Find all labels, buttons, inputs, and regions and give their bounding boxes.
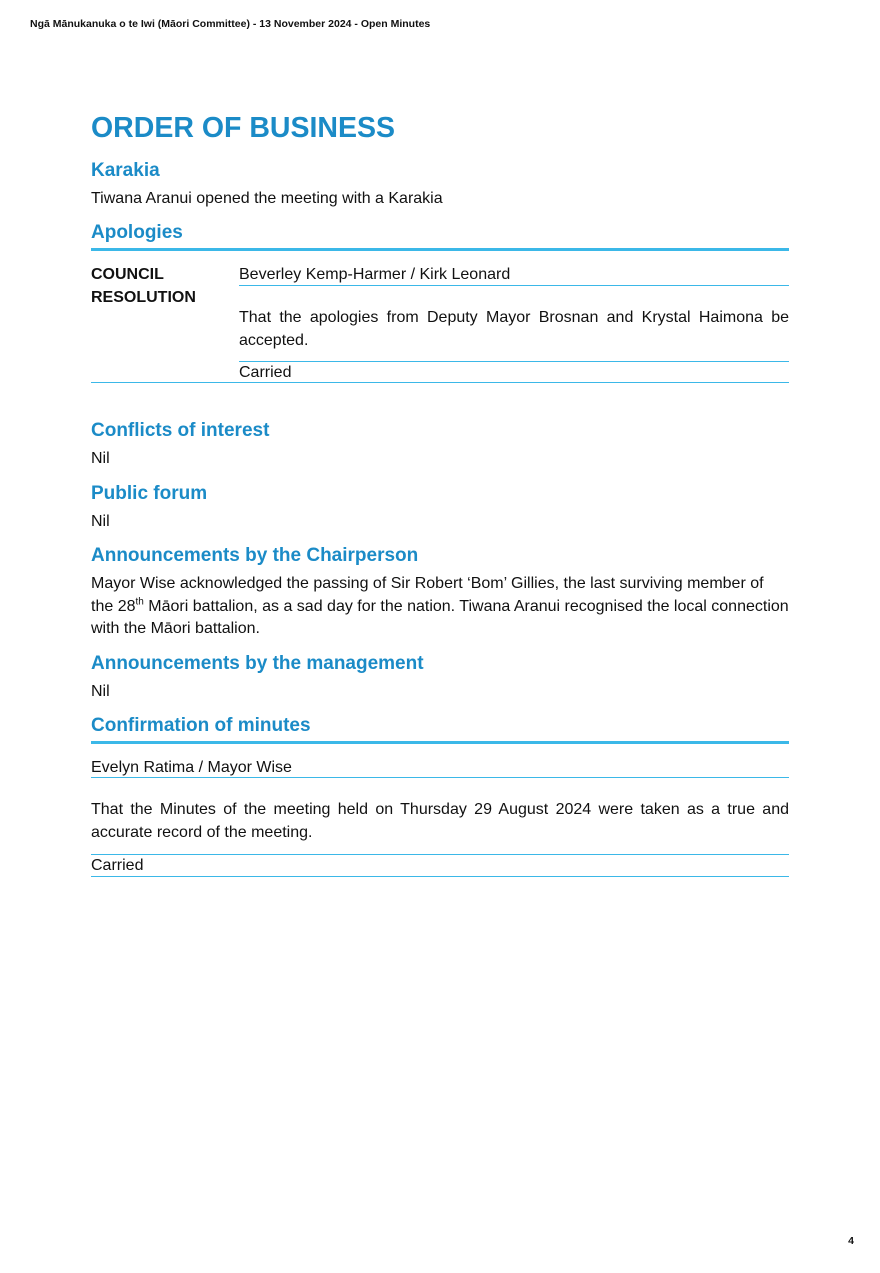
karakia-heading: Karakia [91, 160, 160, 181]
apologies-rule [91, 248, 789, 251]
management-announcements-text: Nil [91, 683, 110, 700]
ordinal-superscript: th [135, 596, 144, 608]
confirmation-heading: Confirmation of minutes [91, 715, 311, 736]
chair-text-before: Mayor Wise acknowledged the passing of Sir Robert ‘Bom’ Gillies, the last surviving member of the 28 [91, 575, 764, 615]
apologies-outcome: Carried [239, 364, 292, 381]
resolution-label: COUNCIL RESOLUTION [91, 266, 196, 306]
confirmation-rule [91, 741, 789, 744]
conflicts-heading: Conflicts of interest [91, 420, 270, 441]
public-forum-text: Nil [91, 513, 110, 530]
management-announcements-heading: Announcements by the management [91, 653, 424, 674]
karakia-text: Tiwana Aranui opened the meeting with a Karakia [91, 190, 443, 207]
confirmation-movers-rule [91, 777, 789, 778]
public-forum-heading: Public forum [91, 483, 208, 504]
confirmation-bottom-rule [91, 876, 789, 877]
chair-announcements-heading: Announcements by the Chairperson [91, 545, 419, 566]
chair-text-after: Māori battalion, as a sad day for the nation. Tiwana Aranui recognised the local connection with the Māori battalion. [91, 597, 789, 637]
running-header: Ngā Mānukanuka o te Iwi (Māori Committee) - 13 November 2024 - Open Minutes [30, 18, 431, 30]
apologies-heading: Apologies [91, 222, 183, 243]
apologies-resolution: That the apologies from Deputy Mayor Brosnan and Krystal Haimona be accepted. [239, 309, 789, 349]
page-title: ORDER OF BUSINESS [91, 112, 396, 144]
apologies-bottom-rule [91, 382, 789, 383]
conflicts-text: Nil [91, 450, 110, 467]
confirmation-movers: Evelyn Ratima / Mayor Wise [91, 759, 292, 776]
confirmation-resolution: That the Minutes of the meeting held on Thursday 29 August 2024 were taken as a true and accurate record of the meeting. [91, 801, 789, 841]
confirmation-outcome: Carried [91, 857, 144, 874]
apologies-movers: Beverley Kemp-Harmer / Kirk Leonard [239, 266, 511, 283]
page-number: 4 [848, 1235, 854, 1247]
movers-rule [239, 285, 789, 286]
chair-announcements-text [91, 573, 789, 641]
